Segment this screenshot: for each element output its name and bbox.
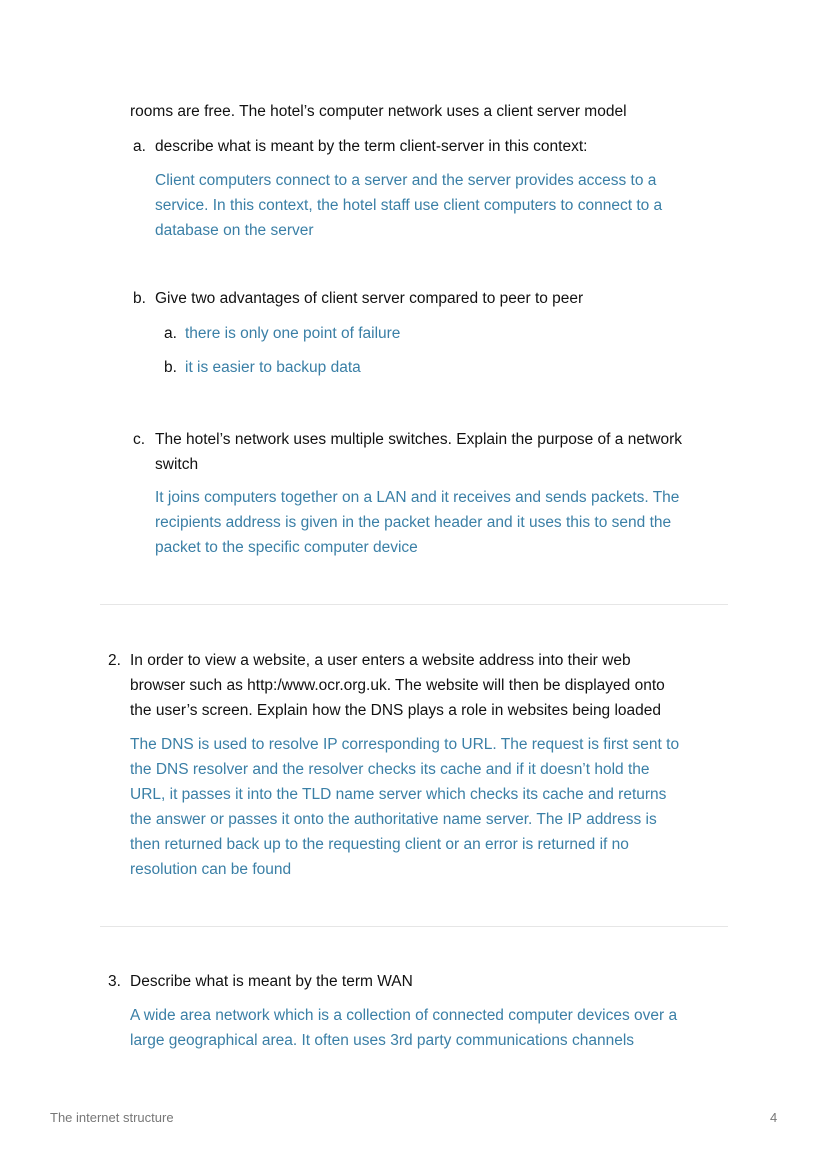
- section-divider: [100, 604, 728, 605]
- q2-marker: 2.: [108, 652, 121, 669]
- q1b-item-marker: b.: [164, 359, 177, 376]
- q3-marker: 3.: [108, 973, 121, 990]
- q2-question-line: browser such as http:/www.ocr.org.uk. The website will then be displayed onto: [130, 677, 665, 694]
- q1c-question-line: The hotel’s network uses multiple switches. Explain the purpose of a network: [155, 431, 682, 448]
- q1b-item-text: it is easier to backup data: [185, 359, 361, 376]
- q2-answer-line: the DNS resolver and the resolver checks its cache and if it doesn’t hold the: [130, 761, 650, 778]
- q2-answer-line: then returned back up to the requesting client or an error is returned if no: [130, 836, 629, 853]
- q2-question-line: In order to view a website, a user enters a website address into their web: [130, 652, 631, 669]
- q3-answer-line: large geographical area. It often uses 3rd party communications channels: [130, 1032, 635, 1049]
- q1b-item-text: there is only one point of failure: [185, 325, 401, 342]
- q1-intro: rooms are free. The hotel’s computer network uses a client server model: [130, 103, 627, 120]
- q2-answer-line: URL, it passes it into the TLD name server which checks its cache and returns: [130, 786, 667, 803]
- q1a-question: describe what is meant by the term client-server in this context:: [155, 138, 588, 155]
- q1c-answer-line: recipients address is given in the packet header and it uses this to send the: [155, 514, 672, 531]
- q1c-answer-line: packet to the specific computer device: [155, 539, 418, 556]
- q1a-answer-line: database on the server: [155, 222, 314, 239]
- section-divider: [100, 926, 728, 927]
- q1c-marker: c.: [133, 431, 146, 448]
- q2-answer-line: resolution can be found: [130, 861, 292, 878]
- q1a-answer-line: service. In this context, the hotel staff use client computers to connect to a: [155, 197, 663, 214]
- q1b-question: Give two advantages of client server compared to peer to peer: [155, 290, 584, 307]
- q3-answer-line: A wide area network which is a collection of connected computer devices over a: [130, 1007, 678, 1024]
- q3-question: Describe what is meant by the term WAN: [130, 973, 413, 990]
- q2-answer-line: the answer or passes it onto the authoritative name server. The IP address is: [130, 811, 657, 828]
- q1b-marker: b.: [133, 290, 146, 307]
- page-number: 4: [770, 1110, 778, 1125]
- q1a-answer-line: Client computers connect to a server and the server provides access to a: [155, 172, 657, 189]
- q2-question-line: the user’s screen. Explain how the DNS plays a role in websites being loaded: [130, 702, 662, 719]
- q2-answer-line: The DNS is used to resolve IP corresponding to URL. The request is first sent to: [130, 736, 680, 753]
- q1b-item-marker: a.: [164, 325, 177, 342]
- q1c-answer-line: It joins computers together on a LAN and it receives and sends packets. The: [155, 489, 680, 506]
- q1a-marker: a.: [133, 138, 146, 155]
- q1c-question-line: switch: [155, 456, 199, 473]
- footer-title: The internet structure: [50, 1110, 174, 1125]
